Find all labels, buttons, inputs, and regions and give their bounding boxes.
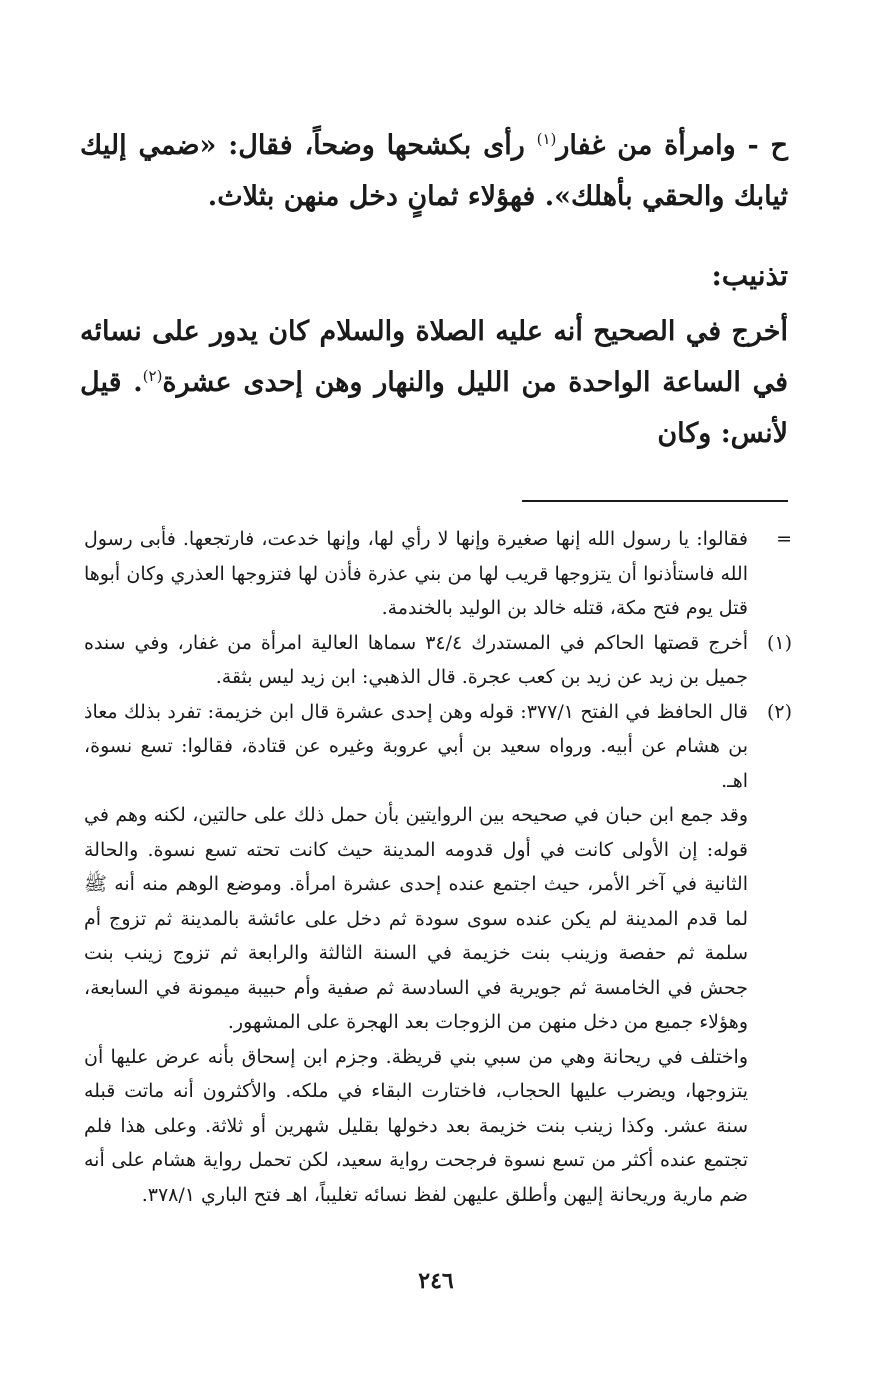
- footnote-marker: (١): [766, 631, 792, 654]
- footnote-continuation: [84, 522, 792, 626]
- paragraph-text: رأى بكشحها وضحاً، فقال: «ضمي إليك ثيابك والحقي بأهلك». فهؤلاء ثمانٍ دخل منهن بثلاث.: [80, 130, 788, 212]
- footnote-marker: =: [776, 528, 792, 550]
- footnote-ref-1[interactable]: (١): [536, 130, 557, 148]
- section-heading: تذنيب:: [711, 259, 788, 292]
- main-text: [80, 120, 788, 459]
- footnote-text: أخرج قصتها الحاكم في المستدرك ٣٤/٤ سماها العالية امرأة من غفار، وفي سنده جميل بن زيد عن زيد بن كعب عجرة. قال الذهبي: ابن زيد ليس بثقة.: [84, 631, 748, 688]
- footnote-2-paragraph-c: واختلف في ريحانة وهي من سبي بني قريظة. وجزم ابن إسحاق بأنه عرض عليها أن يتزوجها، ويضرب عليها الحجاب، فاختارت البقاء في ملكه. والأكثرون أنه ماتت قبله سنة عشر. وكذا زينب بنت خزيمة بعد دخولها بقليل شهرين أو ثلاثة. وعلى هذا فلم تجتمع عنده أكثر من تسع نسوة فرجحت رواية سعيد، لكن تحمل رواية هشام على أنه ضم مارية وريحانة إليهن وأطلق عليهن لفظ نسائه تغليباً، اهـ فتح الباري ٣٧٨/١.: [84, 1045, 748, 1206]
- footnote-2: [84, 695, 792, 799]
- footnote-text: فقالوا: يا رسول الله إنها صغيرة وإنها لا رأي لها، وإنها خدعت، فارتجعها. فأبى رسول الله فاستأذنوا أن يتزوجها قريب لها من بني عذرة فأذن لها فتزوجها العذري وكان أبوها قتل يوم فتح مكة، قتله خالد بن الوليد بالخندمة.: [84, 528, 748, 619]
- footnote-1: [84, 626, 792, 695]
- paragraph-ghifar-woman: [80, 120, 788, 222]
- paragraph-text: أخرج في الصحيح أنه عليه الصلاة والسلام كان يدور على نسائه في الساعة الواحدة من الليل والنهار وهن إحدى عشرة: [80, 316, 788, 398]
- paragraph-sahih: [80, 306, 788, 459]
- footnote-ref-2[interactable]: (٢): [142, 367, 163, 385]
- page-number: ٢٤٦: [418, 1268, 454, 1294]
- footnote-text: قال الحافظ في الفتح ٣٧٧/١: قوله وهن إحدى عشرة قال ابن خزيمة: تفرد بذلك معاذ بن هشام عن أبيه. ورواه سعيد بن أبي عروبة وغيره عن قتادة، فقالوا: تسع نسوة، اهـ.: [84, 700, 749, 792]
- footnote-2-paragraph-b: وقد جمع ابن حبان في صحيحه بين الروايتين بأن حمل ذلك على حالتين، لكنه وهم في قوله: إن الأولى كانت في أول قدومه المدينة حيث كانت تحته تسع نسوة. والحالة الثانية في آخر الأمر، حيث اجتمع عنده إحدى عشرة امرأة. وموضع الوهم منه أنه ﷺ لما قدم المدينة لم يكن عنده سوى سودة ثم دخل على عائشة بالمدينة ثم تزوج أم سلمة ثم حفصة وزينب بنت خزيمة في السنة الثالثة والرابعة ثم تزوج زينب بنت جحش في الخامسة ثم جويرية في السادسة ثم صفية وأم حبيبة ميمونة في السابعة، وهؤلاء جميع من دخل منهن من الزوجات بعد الهجرة على المشهور.: [84, 804, 748, 1033]
- paragraph-text: ح - وامرأة من غفار: [556, 130, 788, 161]
- footnote-marker: (٢): [766, 700, 792, 723]
- paragraph-text: . قيل لأنس: وكان: [80, 367, 788, 449]
- footnotes: [84, 522, 792, 1212]
- footnote-divider: [522, 500, 788, 502]
